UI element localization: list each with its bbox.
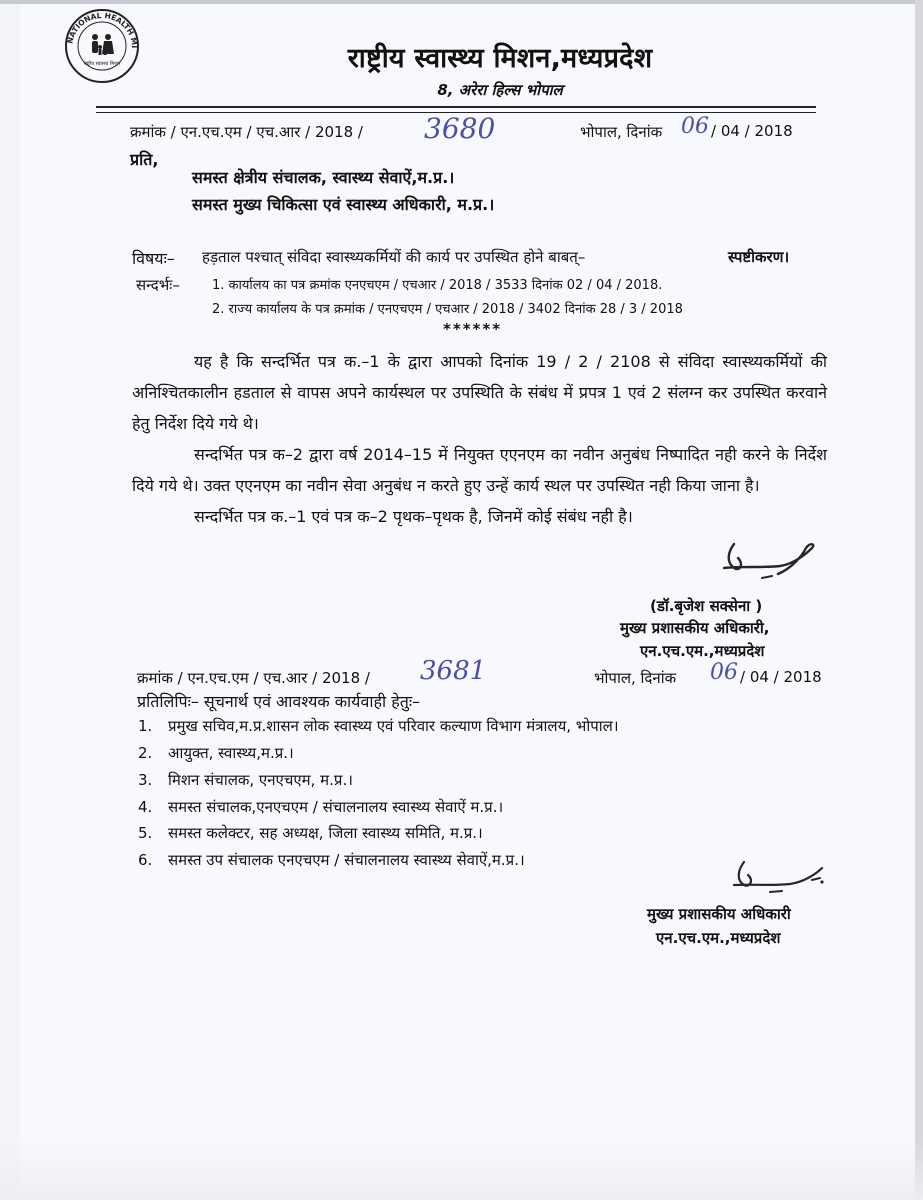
copy-item: आयुक्त, स्वास्थ्य,म.प्र.। [168, 744, 294, 762]
signature-2 [730, 858, 830, 902]
copy-ref-number-handwritten: 3681 [420, 656, 487, 686]
reference-2: 2. राज्य कार्यालय के पत्र क्रमांक / एनएचएम / एचआर / 2018 / 3402 दिनांक 28 / 3 / 2018 [212, 302, 683, 317]
copy-item-num: 3. [138, 771, 153, 789]
letter-page [20, 0, 915, 1200]
logo-subtext: राष्ट्रीय स्वास्थ्य मिशन [83, 61, 121, 67]
copy-ref-label: क्रमांक / एन.एच.एम / एच.आर / 2018 / [137, 669, 370, 687]
copy-item: समस्त संचालक,एनएचएम / संचालनालय स्वास्थ्य सेवाऐं म.प्र.। [168, 798, 504, 816]
copy-item-num: 2. [138, 744, 153, 762]
copy-item: मिशन संचालक, एनएचएम, म.प्र.। [168, 771, 353, 789]
ref-label: क्रमांक / एन.एच.एम / एच.आर / 2018 / [130, 123, 363, 141]
to-label: प्रति, [130, 150, 159, 169]
recipient-2: समस्त मुख्य चिकित्सा एवं स्वास्थ्य अधिकारी, म.प्र.। [192, 195, 495, 214]
signatory-office: एन.एच.एम.,मध्यप्रदेश [640, 642, 765, 660]
copy-item-num: 4. [138, 798, 153, 816]
subject-label: विषयः– [132, 249, 175, 268]
reference-label: सन्दर्भः– [136, 276, 180, 294]
letterhead-address: 8, अरेरा हिल्स भोपाल [437, 81, 563, 99]
body-paragraph-1: यह है कि सन्दर्भित पत्र क.–1 के द्वारा आपको दिनांक 19 / 2 / 2108 से संविदा स्वास्थ्यकर्मियों की अनिश्चितकालीन हडताल से वापस अपने कार्यस्थल पर उपस्थिति के संबंध में प्रपत्र 1 एवं 2 संलग्न कर उपस्थित करवाने हेतु निर्देश दिये गये थे। [132, 352, 827, 433]
signatory-designation: मुख्य प्रशासकीय अधिकारी, [620, 619, 770, 637]
date-rest: / 04 / 2018 [711, 122, 793, 140]
copy-item: समस्त कलेक्टर, सह अध्यक्ष, जिला स्वास्थ्य समिति, म.प्र.। [168, 824, 483, 842]
logo-ring-text: NATIONAL HEALTH MI [65, 10, 140, 49]
page-top-edge [0, 0, 923, 4]
ref-number-handwritten: 3680 [424, 112, 496, 145]
place-date-label: भोपाल, दिनांक [580, 123, 663, 141]
copy-signatory-designation: मुख्य प्रशासकीय अधिकारी [647, 905, 791, 923]
copy-date-rest: / 04 / 2018 [740, 668, 822, 686]
copy-item: समस्त उप संचालक एनएचएम / संचालनालय स्वास्थ्य सेवाऐं,म.प्र.। [168, 851, 525, 869]
copy-item: प्रमुख सचिव,म.प्र.शासन लोक स्वास्थ्य एवं परिवार कल्याण विभाग मंत्रालय, भोपाल। [168, 717, 619, 735]
letter-body [132, 346, 827, 532]
svg-text:NATIONAL HEALTH MISSION [62, 6, 139, 49]
letterhead-title: राष्ट्रीय स्वास्थ्य मिशन,मध्यप्रदेश [347, 43, 653, 74]
copy-place-date-label: भोपाल, दिनांक [594, 669, 677, 687]
nhm-logo [62, 6, 142, 86]
subject-text: हड़ताल पश्चात् संविदा स्वास्थ्यकर्मियों की कार्य पर उपस्थित होने बाबत्– [202, 248, 586, 266]
letterhead-rule [96, 106, 816, 108]
reference-1: 1. कार्यालय का पत्र क्रमांक एनएचएम / एचआर / 2018 / 3533 दिनांक 02 / 04 / 2018. [212, 278, 663, 293]
copy-item-num: 5. [138, 824, 153, 842]
signature [722, 538, 822, 584]
body-paragraph-3: सन्दर्भित पत्र क.–1 एवं पत्र क–2 पृथक–पृथक है, जिनमें कोई संबंध नही है। [194, 507, 633, 526]
page-right-edge [915, 0, 923, 1200]
body-paragraph-2: सन्दर्भित पत्र क–2 द्वारा वर्ष 2014–15 में नियुक्त एएनएम का नवीन अनुबंध निष्पादित नही करने के निर्देश दिये गये थे। उक्त एएनएम का नवीन सेवा अनुबंध न करते हुए उन्हें कार्य स्थल पर उपस्थित नही किया जाना है। [132, 445, 827, 495]
copy-item-num: 1. [138, 717, 153, 735]
copy-item-num: 6. [138, 851, 153, 869]
copy-signatory-office: एन.एच.एम.,मध्यप्रदेश [656, 929, 781, 947]
copy-heading: प्रतिलिपिः– सूचनार्थ एवं आवश्यक कार्यवाही हेतुः– [137, 692, 421, 711]
subject-bold: स्पष्टीकरण। [728, 248, 790, 266]
copy-date-day-handwritten: 06 [710, 660, 738, 685]
recipient-1: समस्त क्षेत्रीय संचालक, स्वास्थ्य सेवाऐं,म.प्र.। [192, 168, 455, 187]
signatory-name: (डॉ.बृजेश सक्सेना ) [650, 597, 763, 615]
date-day-handwritten: 06 [681, 114, 709, 139]
separator: ****** [443, 320, 503, 338]
page-bottom-shade [0, 1140, 923, 1200]
